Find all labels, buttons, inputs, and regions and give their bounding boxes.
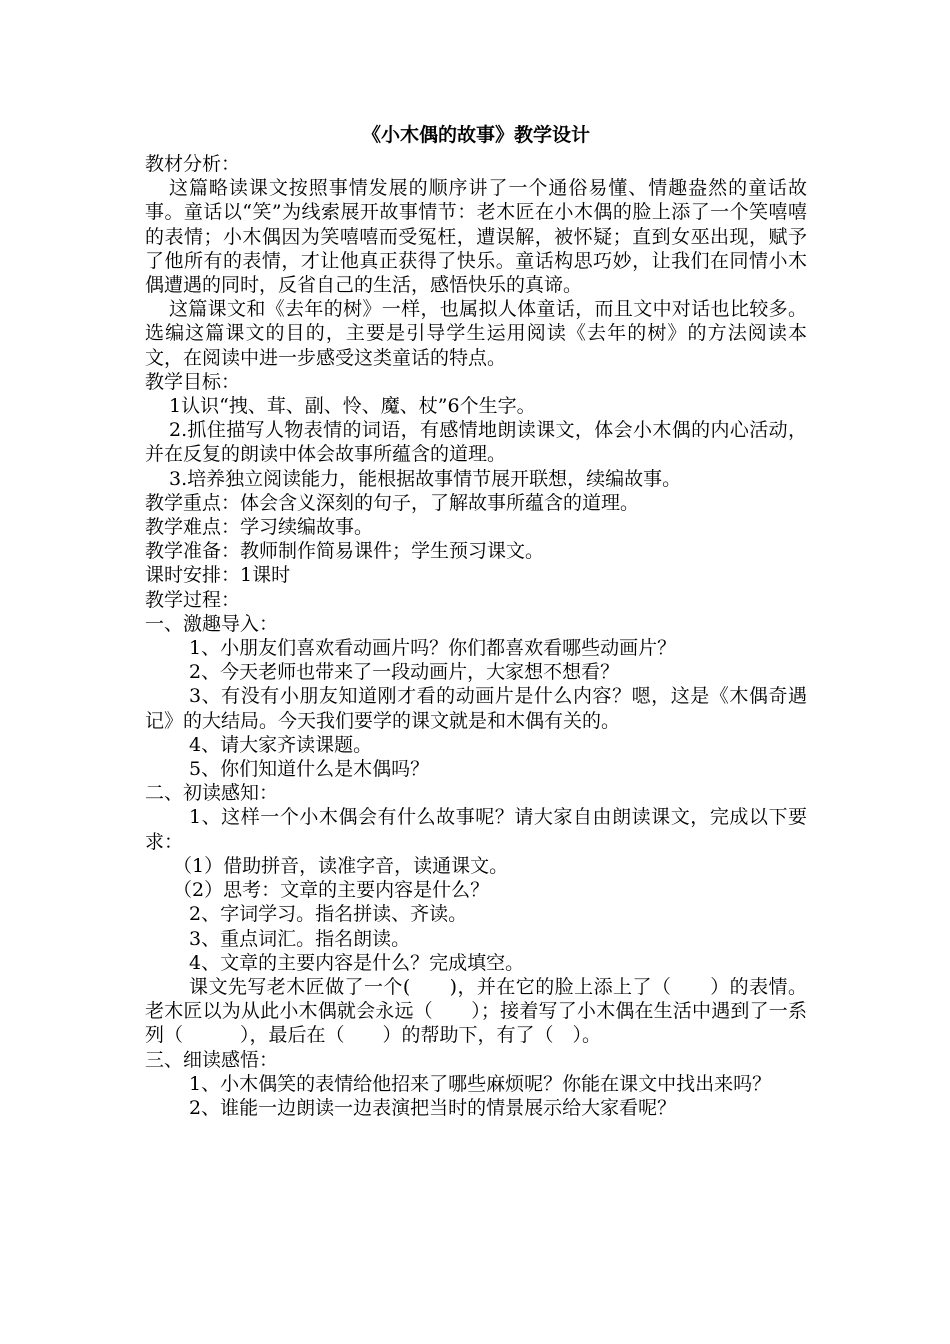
preparation: 教学准备：教师制作简易课件；学生预习课文。 xyxy=(145,540,545,563)
part-1-item-4: 4、请大家齐读课题。 xyxy=(189,733,373,756)
document-sections xyxy=(145,152,807,1120)
part-1-item-3: 3、有没有小朋友知道刚才看的动画片是什么内容？嗯，这是《木偶奇遇记》的大结局。今天我们要学的课文就是和木偶有关的。 xyxy=(145,685,807,732)
part-2-sub-2: （2）思考：文章的主要内容是什么？ xyxy=(173,879,490,902)
key-points: 教学重点：体会含义深刻的句子，了解故事所蕴含的道理。 xyxy=(145,491,640,514)
analysis-heading: 教材分析： xyxy=(145,153,241,175)
part-2-heading: 二、初读感知： xyxy=(145,782,279,805)
part-3-item-1: 1、小木偶笑的表情给他招来了哪些麻烦呢？你能在课文中找出来吗？ xyxy=(189,1072,772,1095)
process-heading: 教学过程： xyxy=(145,588,241,611)
part-2-item-4: 4、文章的主要内容是什么？完成填空。 xyxy=(189,951,525,974)
part-2-item-1: 1、这样一个小木偶会有什么故事呢？请大家自由朗读课文，完成以下要求： xyxy=(145,806,807,853)
goal-2: 2.抓住描写人物表情的词语，有感情地朗读课文，体会小木偶的内心活动，并在反复的朗读中体会故事所蕴含的道理。 xyxy=(145,419,807,466)
part-2-fill-blank: 课文先写老木匠做了一个( )，并在它的脸上添上了（ ）的表情。老木匠以为从此小木偶就会永远（ ）；接着写了小木偶在生活中遇到了一系列（ ），最后在（ ）的帮助下，有了（ ）。 xyxy=(145,975,807,1047)
part-1-item-5: 5、你们知道什么是木偶吗？ xyxy=(189,758,430,781)
document-body xyxy=(145,118,807,1120)
part-1-item-1: 1、小朋友们喜欢看动画片吗？你们都喜欢看哪些动画片？ xyxy=(189,637,677,660)
goal-3: 3.培养独立阅读能力，能根据故事情节展开联想，续编故事。 xyxy=(169,467,682,490)
part-3-heading: 三、细读感悟： xyxy=(145,1048,279,1071)
difficulties: 教学难点：学习续编故事。 xyxy=(145,516,374,539)
part-2-sub-1: （1）借助拼音，读准字音，读通课文。 xyxy=(173,854,509,877)
goal-1: 1认识“拽、茸、副、怜、魔、杖”6个生字。 xyxy=(169,395,536,418)
part-1-heading: 一、激趣导入： xyxy=(145,612,279,635)
part-3-item-2: 2、谁能一边朗读一边表演把当时的情景展示给大家看呢？ xyxy=(189,1096,677,1119)
part-1-item-2: 2、今天老师也带来了一段动画片，大家想不想看？ xyxy=(189,661,620,684)
goals-heading: 教学目标： xyxy=(145,370,241,393)
part-2-item-3: 3、重点词汇。指名朗读。 xyxy=(189,927,411,950)
analysis-para-2: 这篇课文和《去年的树》一样，也属拟人体童话，而且文中对话也比较多。选编这篇课文的目的，主要是引导学生运用阅读《去年的树》的方法阅读本文，在阅读中进一步感受这类童话的特点。 xyxy=(145,298,807,369)
analysis-para-1: 这篇略读课文按照事情发展的顺序讲了一个通俗易懂、情趣盎然的童话故事。童话以“笑”为线索展开故事情节：老木匠在小木偶的脸上添了一个笑嘻嘻的表情；小木偶因为笑嘻嘻而受冤枉，遭误解，被怀疑；直到女巫出现，赋予了他所有的表情，才让他真正获得了快乐。童话构思巧妙，让我们在同情小木偶遭遇的同时，反省自己的生活，感悟快乐的真谛。 xyxy=(145,177,807,297)
part-2-item-2: 2、字词学习。指名拼读、齐读。 xyxy=(189,903,468,926)
document-title: 《小木偶的故事》教学设计 xyxy=(361,124,590,146)
schedule: 课时安排：1课时 xyxy=(145,564,291,587)
